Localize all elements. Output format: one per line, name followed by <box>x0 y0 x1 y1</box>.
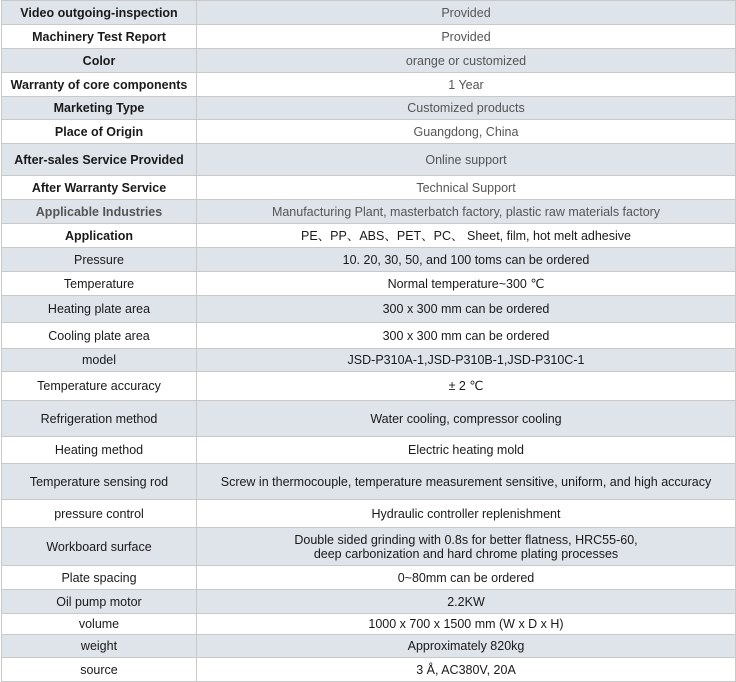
spec-value: 300 x 300 mm can be ordered <box>197 296 736 323</box>
spec-row-volume <box>2 614 736 635</box>
spec-value: Provided <box>197 25 736 49</box>
spec-value: Water cooling, compressor cooling <box>197 401 736 437</box>
spec-label: Temperature sensing rod <box>2 464 197 500</box>
spec-value: 10. 20, 30, 50, and 100 toms can be ordered <box>197 248 736 272</box>
spec-label: Color <box>2 49 197 73</box>
spec-value: orange or customized <box>197 49 736 73</box>
spec-value: Technical Support <box>197 176 736 200</box>
spec-row-temperature-accuracy <box>2 372 736 401</box>
spec-label: Oil pump motor <box>2 590 197 614</box>
spec-row-place-of-origin <box>2 120 736 144</box>
spec-row-source <box>2 658 736 682</box>
spec-value: JSD-P310A-1,JSD-P310B-1,JSD-P310C-1 <box>197 349 736 372</box>
spec-label: Temperature <box>2 272 197 296</box>
spec-label: Heating method <box>2 437 197 464</box>
spec-label: source <box>2 658 197 682</box>
spec-label: pressure control <box>2 500 197 528</box>
spec-table-body <box>2 1 736 682</box>
spec-row-model <box>2 349 736 372</box>
spec-label: Marketing Type <box>2 97 197 120</box>
spec-row-warranty <box>2 73 736 97</box>
spec-row-color <box>2 49 736 73</box>
spec-value: 1 Year <box>197 73 736 97</box>
spec-label: model <box>2 349 197 372</box>
spec-label: weight <box>2 635 197 658</box>
spec-value: ± 2 ℃ <box>197 372 736 401</box>
spec-row-temperature-sensing-rod <box>2 464 736 500</box>
spec-label: Heating plate area <box>2 296 197 323</box>
spec-label: After-sales Service Provided <box>2 144 197 176</box>
spec-value: Guangdong, China <box>197 120 736 144</box>
spec-label: Application <box>2 224 197 248</box>
spec-value: 0~80mm can be ordered <box>197 566 736 590</box>
spec-value: Customized products <box>197 97 736 120</box>
spec-label: Workboard surface <box>2 528 197 566</box>
spec-label: After Warranty Service <box>2 176 197 200</box>
spec-label: Applicable Industries <box>2 200 197 224</box>
spec-label: Pressure <box>2 248 197 272</box>
spec-row-weight <box>2 635 736 658</box>
spec-row-heating-method <box>2 437 736 464</box>
spec-row-after-sales <box>2 144 736 176</box>
spec-row-applicable-industries <box>2 200 736 224</box>
spec-label: Refrigeration method <box>2 401 197 437</box>
spec-value: Normal temperature~300 ℃ <box>197 272 736 296</box>
spec-label: Plate spacing <box>2 566 197 590</box>
spec-row-video-inspection <box>2 1 736 25</box>
spec-row-plate-spacing <box>2 566 736 590</box>
spec-value: Provided <box>197 1 736 25</box>
spec-row-pressure-control <box>2 500 736 528</box>
spec-label: volume <box>2 614 197 635</box>
spec-value: 2.2KW <box>197 590 736 614</box>
spec-row-workboard-surface <box>2 528 736 566</box>
spec-row-heating-plate-area <box>2 296 736 323</box>
spec-row-refrigeration-method <box>2 401 736 437</box>
spec-value: Screw in thermocouple, temperature measurement sensitive, uniform, and high accuracy <box>197 464 736 500</box>
spec-row-pressure <box>2 248 736 272</box>
spec-label: Machinery Test Report <box>2 25 197 49</box>
spec-value: 300 x 300 mm can be ordered <box>197 323 736 349</box>
spec-row-marketing-type <box>2 97 736 120</box>
spec-label: Place of Origin <box>2 120 197 144</box>
spec-value: Hydraulic controller replenishment <box>197 500 736 528</box>
spec-row-oil-pump-motor <box>2 590 736 614</box>
spec-row-temperature <box>2 272 736 296</box>
spec-row-test-report <box>2 25 736 49</box>
spec-label: Cooling plate area <box>2 323 197 349</box>
spec-value: Manufacturing Plant, masterbatch factory, plastic raw materials factory <box>197 200 736 224</box>
spec-table <box>1 0 736 682</box>
spec-label: Temperature accuracy <box>2 372 197 401</box>
spec-value: Double sided grinding with 0.8s for better flatness, HRC55-60, deep carbonization and hard chrome plating processes <box>197 528 736 566</box>
spec-value: 1000 x 700 x 1500 mm (W x D x H) <box>197 614 736 635</box>
spec-row-application <box>2 224 736 248</box>
spec-value: Electric heating mold <box>197 437 736 464</box>
spec-value: PE、PP、ABS、PET、PC、 Sheet, film, hot melt adhesive <box>197 224 736 248</box>
spec-label: Video outgoing-inspection <box>2 1 197 25</box>
spec-value: 3 Å, AC380V, 20A <box>197 658 736 682</box>
spec-value: Approximately 820kg <box>197 635 736 658</box>
spec-value: Online support <box>197 144 736 176</box>
spec-row-cooling-plate-area <box>2 323 736 349</box>
spec-label: Warranty of core components <box>2 73 197 97</box>
spec-row-after-warranty <box>2 176 736 200</box>
